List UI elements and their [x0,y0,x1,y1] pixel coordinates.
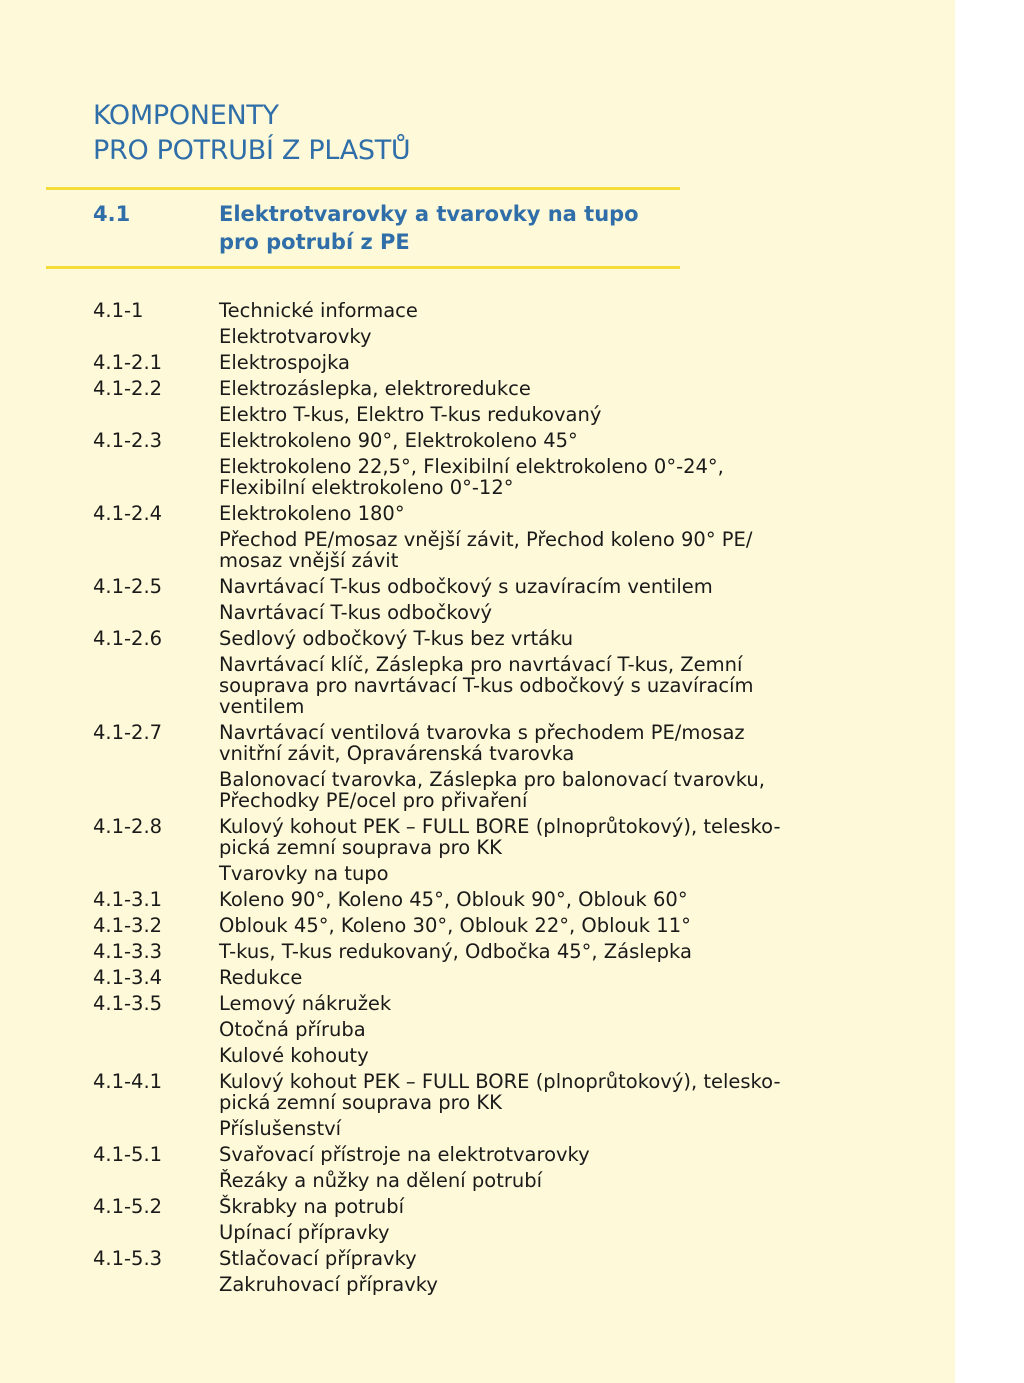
toc-entry-text [219,1071,853,1113]
table-of-contents [93,300,853,1300]
toc-entry [93,1170,853,1191]
toc-entry-code: 4.1-5.2 [93,1195,163,1218]
toc-entry-line: Kulový kohout PEK – FULL BORE (plnoprůtokový), telesko- [219,815,781,838]
toc-entry-text [219,722,853,764]
toc-entry-code [93,1170,219,1191]
toc-entry-text [219,1144,853,1165]
toc-entry-line: Elektrokoleno 90°, Elektrokoleno 45° [219,429,578,452]
toc-entry [93,993,853,1014]
toc-entry [93,1045,853,1066]
section-number: 4.1 [93,202,131,226]
toc-entry-code [93,529,219,571]
toc-entry [93,378,853,399]
page-heading-line-1: KOMPONENTY [93,100,279,131]
toc-entry [93,941,853,962]
toc-entry-code: 4.1-3.2 [93,914,163,937]
divider-top [46,187,680,190]
toc-entry [93,300,853,321]
toc-entry-line: mosaz vnější závit [219,549,399,572]
section-title-line-1: Elektrotvarovky a tvarovky na tupo [219,202,639,226]
toc-entry-line: Přechodky PE/ocel pro přivaření [219,789,528,812]
toc-entry-code: 4.1-3.3 [93,940,163,963]
toc-entry [93,1248,853,1269]
toc-entry-text [219,378,853,399]
page-heading-line-2: PRO POTRUBÍ Z PLASTŮ [93,135,411,166]
toc-entry-text [219,1045,853,1066]
toc-entry [93,326,853,347]
toc-entry-line: Elektro T-kus, Elektro T-kus redukovaný [219,403,602,426]
toc-entry-text [219,1196,853,1217]
toc-entry [93,503,853,524]
toc-entry-line: Škrabky na potrubí [219,1195,404,1218]
toc-entry [93,576,853,597]
toc-entry-line: Upínací přípravky [219,1221,390,1244]
divider-bottom [46,266,680,269]
toc-entry [93,1196,853,1217]
toc-entry-text [219,993,853,1014]
toc-entry-text [219,1222,853,1243]
toc-entry-text [219,602,853,623]
toc-entry-text [219,628,853,649]
toc-entry-code [93,654,219,717]
toc-entry-text [219,816,853,858]
toc-entry-text [219,1170,853,1191]
toc-entry-code [93,1118,219,1139]
toc-entry-line: Elektrozáslepka, elektroredukce [219,377,531,400]
toc-entry-code: 4.1-3.1 [93,888,163,911]
toc-entry-code: 4.1-5.1 [93,1143,163,1166]
toc-entry-code: 4.1-2.1 [93,351,163,374]
toc-entry-text [219,300,853,321]
toc-entry-line: Flexibilní elektrokoleno 0°-12° [219,476,514,499]
toc-entry-text [219,1019,853,1040]
toc-entry-line: Navrtávací klíč, Záslepka pro navrtávací T-kus, Zemní [219,653,743,676]
toc-entry-line: pická zemní souprava pro KK [219,836,502,859]
toc-entry-line: Sedlový odbočkový T-kus bez vrtáku [219,627,574,650]
toc-entry-code: 4.1-2.7 [93,721,163,744]
toc-entry-text [219,576,853,597]
toc-entry [93,1071,853,1113]
toc-entry [93,430,853,451]
toc-entry-line: Lemový nákružek [219,992,392,1015]
toc-entry-text [219,654,853,717]
toc-entry-code [93,326,219,347]
toc-entry-line: Technické informace [219,299,418,322]
toc-entry [93,816,853,858]
toc-entry-code: 4.1-2.6 [93,627,163,650]
toc-entry-line: Navrtávací ventilová tvarovka s přechodem PE/mosaz [219,721,745,744]
toc-entry-line: Tvarovky na tupo [219,862,389,885]
toc-entry-code: 4.1-2.3 [93,429,163,452]
toc-entry [93,1144,853,1165]
toc-entry [93,1222,853,1243]
toc-entry-code: 4.1-2.2 [93,377,163,400]
toc-entry-text [219,404,853,425]
toc-entry [93,769,853,811]
toc-entry-code [93,1019,219,1040]
toc-entry-code [93,404,219,425]
toc-entry-line: Koleno 90°, Koleno 45°, Oblouk 90°, Oblouk 60° [219,888,688,911]
toc-entry-text [219,915,853,936]
toc-entry-text [219,352,853,373]
toc-entry-text [219,1274,853,1295]
toc-entry-line: Přechod PE/mosaz vnější závit, Přechod koleno 90° PE/ [219,528,753,551]
toc-entry [93,863,853,884]
toc-entry-line: Otočná příruba [219,1018,366,1041]
toc-entry-code: 4.1-2.5 [93,575,163,598]
toc-entry [93,722,853,764]
toc-entry-line: Balonovací tvarovka, Záslepka pro balonovací tvarovku, [219,768,765,791]
toc-entry-line: pická zemní souprava pro KK [219,1091,502,1114]
toc-entry-line: Elektrokoleno 22,5°, Flexibilní elektrokoleno 0°-24°, [219,455,724,478]
toc-entry-text [219,941,853,962]
toc-entry [93,1274,853,1295]
toc-entry [93,915,853,936]
toc-entry-line: Kulové kohouty [219,1044,369,1067]
toc-entry-code: 4.1-2.4 [93,502,163,525]
toc-entry-text [219,1118,853,1139]
toc-entry-text [219,456,853,498]
toc-entry-code [93,602,219,623]
toc-entry-text [219,1248,853,1269]
toc-entry-text [219,430,853,451]
toc-entry [93,967,853,988]
toc-entry-line: Navrtávací T-kus odbočkový s uzavíracím ventilem [219,575,713,598]
section-title [219,200,699,256]
toc-entry-line: Kulový kohout PEK – FULL BORE (plnoprůtokový), telesko- [219,1070,781,1093]
toc-entry-code: 4.1-2.8 [93,815,163,838]
toc-entry-code: 4.1-3.4 [93,966,163,989]
toc-entry-code [93,1274,219,1295]
toc-entry-code [93,769,219,811]
page-heading [93,98,410,168]
toc-entry [93,1118,853,1139]
toc-entry [93,352,853,373]
toc-entry-line: Navrtávací T-kus odbočkový [219,601,493,624]
toc-entry-text [219,503,853,524]
toc-entry [93,404,853,425]
toc-entry-line: ventilem [219,695,305,718]
toc-entry-line: Elektrotvarovky [219,325,372,348]
toc-entry-code [93,1222,219,1243]
toc-entry-line: Oblouk 45°, Koleno 30°, Oblouk 22°, Oblouk 11° [219,914,691,937]
toc-entry-text [219,529,853,571]
toc-entry [93,628,853,649]
toc-entry [93,456,853,498]
toc-entry-text [219,889,853,910]
toc-entry-line: Řezáky a nůžky na dělení potrubí [219,1169,543,1192]
toc-entry-text [219,863,853,884]
toc-entry-text [219,326,853,347]
toc-entry-line: Zakruhovací přípravky [219,1273,438,1296]
toc-entry-code [93,1045,219,1066]
toc-entry-text [219,967,853,988]
toc-entry-line: Svařovací přístroje na elektrotvarovky [219,1143,590,1166]
toc-entry-code [93,456,219,498]
toc-entry [93,889,853,910]
toc-entry-code [93,863,219,884]
toc-entry [93,529,853,571]
toc-entry-line: souprava pro navrtávací T-kus odbočkový s uzavíracím [219,674,754,697]
toc-entry-line: T-kus, T-kus redukovaný, Odbočka 45°, Záslepka [219,940,692,963]
toc-entry-text [219,769,853,811]
toc-entry-code: 4.1-5.3 [93,1247,163,1270]
toc-entry-code: 4.1-1 [93,299,144,322]
section-title-line-2: pro potrubí z PE [219,230,410,254]
toc-entry-code: 4.1-4.1 [93,1070,163,1093]
toc-entry-line: Redukce [219,966,303,989]
toc-entry-line: Elektrokoleno 180° [219,502,405,525]
toc-entry [93,654,853,717]
toc-entry-line: Příslušenství [219,1117,342,1140]
toc-entry [93,602,853,623]
toc-entry-line: vnitřní závit, Opravárenská tvarovka [219,742,575,765]
toc-entry-line: Stlačovací přípravky [219,1247,417,1270]
toc-entry-code: 4.1-3.5 [93,992,163,1015]
toc-entry-line: Elektrospojka [219,351,350,374]
toc-entry [93,1019,853,1040]
